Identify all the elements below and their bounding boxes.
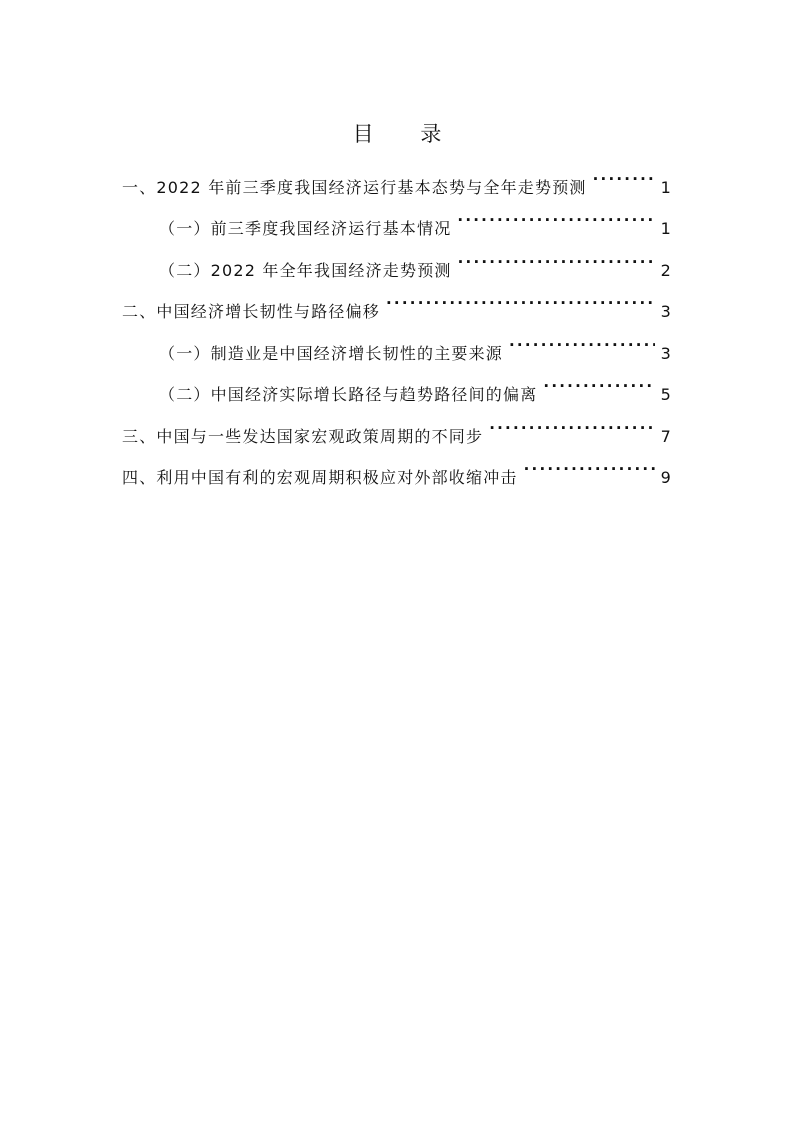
toc-dot-leader xyxy=(489,406,654,442)
toc-page-number: 7 xyxy=(660,427,672,446)
toc-page-number: 2 xyxy=(660,261,672,280)
toc-entry-text: 四、利用中国有利的宏观周期积极应对外部收缩冲击 xyxy=(122,468,518,487)
toc-page-number: 1 xyxy=(660,219,672,238)
toc-page-number: 5 xyxy=(660,385,672,404)
toc-title: 目 录 xyxy=(352,122,462,146)
toc-entry-text: （一）制造业是中国经济增长韧性的主要来源 xyxy=(159,344,504,363)
toc-dot-leader xyxy=(386,281,655,317)
toc-entry-section-2-2[interactable] xyxy=(159,364,672,404)
toc-entry-section-2[interactable] xyxy=(122,281,672,321)
toc-entry-text: （一）前三季度我国经济运行基本情况 xyxy=(159,219,452,238)
toc-entry-section-3[interactable] xyxy=(122,406,672,446)
toc-page-number: 3 xyxy=(660,344,672,363)
toc-entry-text: 一、2022 年前三季度我国经济运行基本态势与全年走势预测 xyxy=(122,178,587,197)
toc-page-number: 9 xyxy=(660,468,672,487)
toc-entry-text: （二）中国经济实际增长路径与趋势路径间的偏离 xyxy=(159,385,538,404)
toc-dot-leader xyxy=(524,447,655,483)
toc-entry-section-4[interactable] xyxy=(122,447,672,487)
toc-page-number: 1 xyxy=(660,178,672,197)
toc-entry-section-2-1[interactable] xyxy=(159,323,672,363)
toc-entry-section-1-2[interactable] xyxy=(159,240,672,280)
toc-dot-leader xyxy=(458,240,655,276)
toc-entry-text: （二）2022 年全年我国经济走势预测 xyxy=(159,261,452,280)
toc-dot-leader xyxy=(509,323,655,359)
toc-dot-leader xyxy=(593,157,655,193)
toc-entry-section-1[interactable] xyxy=(122,157,672,197)
toc-dot-leader xyxy=(457,198,654,234)
toc-entry-text: 三、中国与一些发达国家宏观政策周期的不同步 xyxy=(122,427,484,446)
toc-entry-section-1-1[interactable] xyxy=(159,198,672,238)
toc-entry-text: 二、中国经济增长韧性与路径偏移 xyxy=(122,302,381,321)
toc-page-number: 3 xyxy=(660,302,672,321)
toc-dot-leader xyxy=(543,364,654,400)
